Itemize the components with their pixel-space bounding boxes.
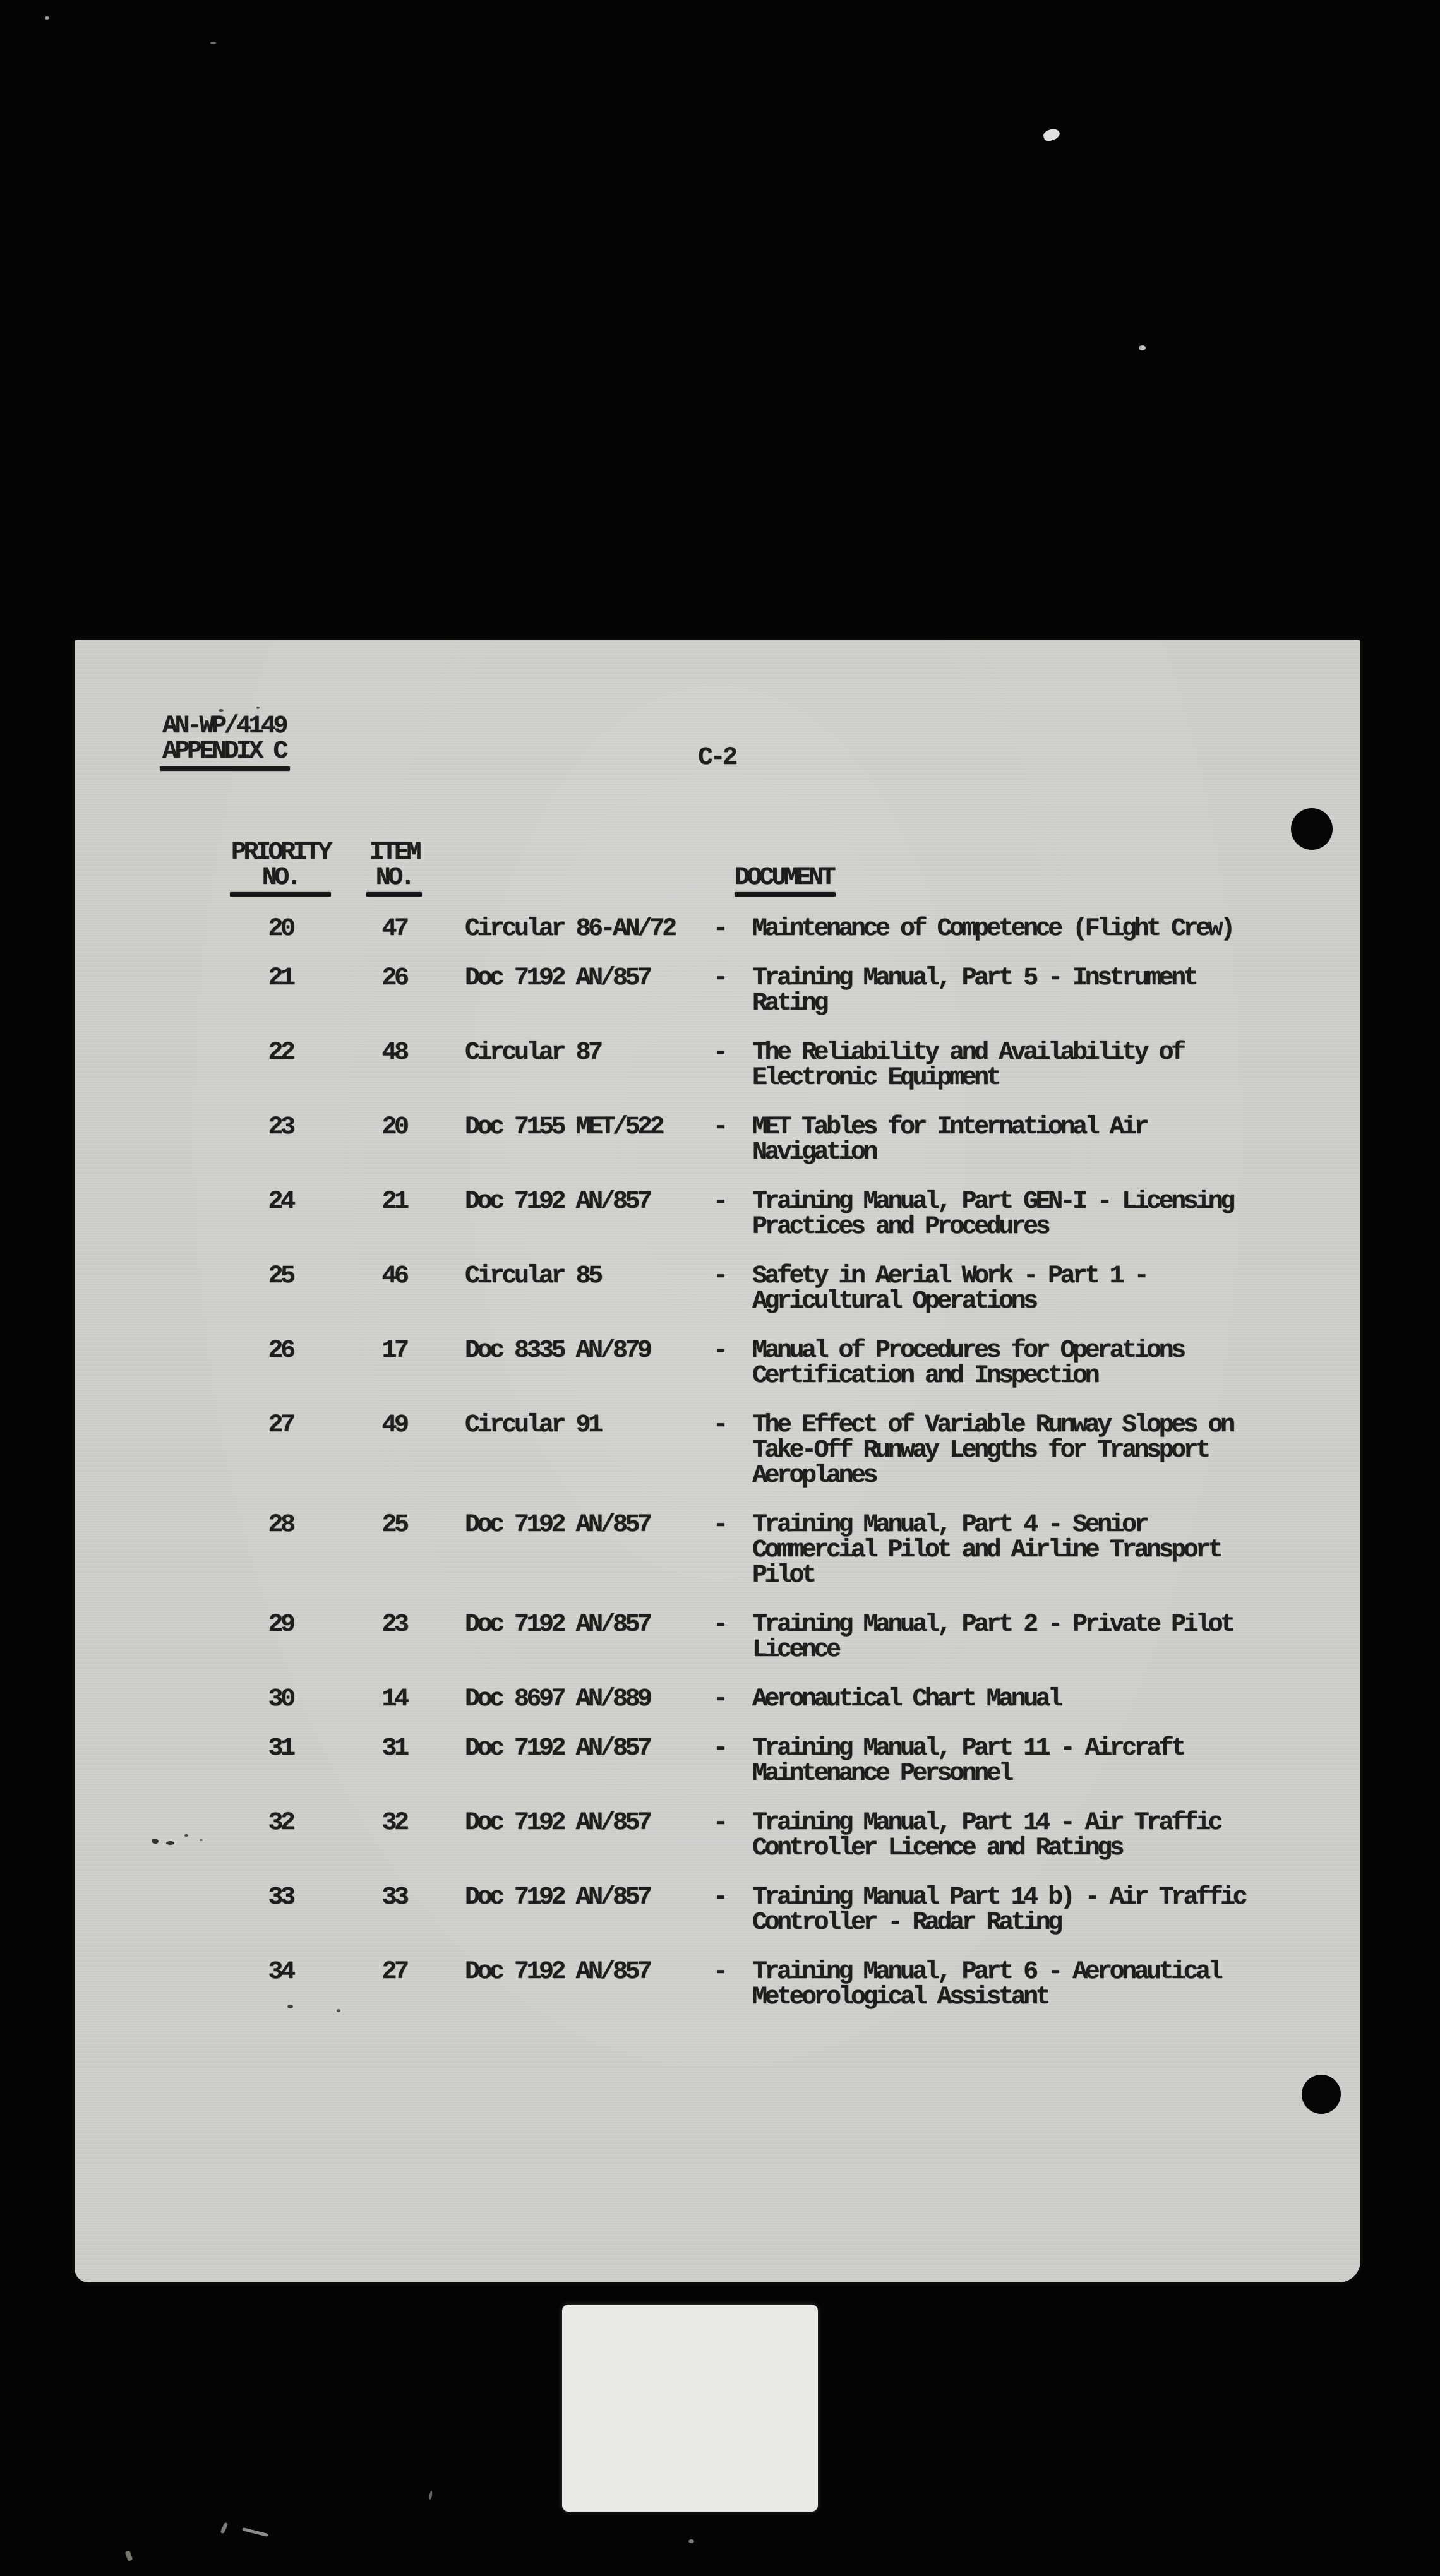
film-scratch bbox=[242, 2527, 268, 2537]
document-title-line: Take-Off Runway Lengths for Transport bbox=[752, 1436, 1208, 1465]
item-no: 48 bbox=[381, 1039, 407, 1067]
document-title-line: Manual of Procedures for Operations bbox=[752, 1337, 1184, 1365]
table-row bbox=[217, 917, 1281, 942]
item-no: 17 bbox=[381, 1337, 407, 1365]
table-row bbox=[217, 1885, 1281, 1936]
film-blank-frame bbox=[562, 2305, 818, 2512]
document-title-line: Maintenance Personnel bbox=[752, 1760, 1011, 1788]
document-reference: Circular 85 bbox=[465, 1262, 601, 1291]
item-no: 47 bbox=[381, 915, 407, 943]
separator-dash: - bbox=[713, 1883, 726, 1912]
priority-col-underline bbox=[230, 892, 331, 897]
document-reference: Doc 8697 AN/889 bbox=[465, 1685, 650, 1714]
document-reference: Doc 7155 MET/522 bbox=[465, 1113, 663, 1142]
document-title-line: Controller Licence and Ratings bbox=[752, 1834, 1122, 1863]
document-title-line: Navigation bbox=[752, 1138, 876, 1167]
document-title bbox=[752, 1736, 1281, 1787]
item-no: 49 bbox=[381, 1411, 407, 1440]
separator-dash: - bbox=[713, 915, 726, 943]
separator-dash: - bbox=[713, 1809, 726, 1837]
document-reference: Circular 91 bbox=[465, 1411, 601, 1440]
film-speck bbox=[429, 2491, 433, 2500]
document-title bbox=[752, 1811, 1281, 1861]
document-title bbox=[752, 1413, 1281, 1489]
film-scratch bbox=[1042, 127, 1061, 142]
priority-no: 27 bbox=[268, 1411, 293, 1440]
item-no: 31 bbox=[381, 1734, 407, 1763]
table-row bbox=[217, 1264, 1281, 1315]
document-title-line: Agricultural Operations bbox=[752, 1287, 1036, 1316]
document-title bbox=[752, 1339, 1281, 1389]
document-title bbox=[752, 1885, 1281, 1936]
appendix-underline bbox=[160, 766, 290, 771]
document-reference: Doc 7192 AN/857 bbox=[465, 1188, 650, 1216]
document-reference: Doc 7192 AN/857 bbox=[465, 1511, 650, 1539]
document-title-line: Controller - Radar Rating bbox=[752, 1909, 1060, 1937]
document-title-line: Training Manual, Part 2 - Private Pilot bbox=[752, 1611, 1233, 1639]
table-row bbox=[217, 966, 1281, 1017]
document-title-line: Commercial Pilot and Airline Transport bbox=[752, 1536, 1221, 1565]
item-no: 20 bbox=[381, 1113, 407, 1142]
separator-dash: - bbox=[713, 1958, 726, 1986]
document-title-line: Training Manual, Part 11 - Aircraft bbox=[752, 1734, 1184, 1763]
document-title bbox=[752, 1115, 1281, 1166]
punch-hole-top bbox=[1291, 808, 1333, 850]
table-row bbox=[217, 1613, 1281, 1663]
document-title-line: Aeronautical Chart Manual bbox=[752, 1685, 1060, 1714]
document-title-line: Practices and Procedures bbox=[752, 1213, 1048, 1241]
document-reference: Doc 7192 AN/857 bbox=[465, 1611, 650, 1639]
separator-dash: - bbox=[713, 1337, 726, 1365]
priority-no: 32 bbox=[268, 1809, 293, 1837]
item-col-underline bbox=[366, 892, 422, 897]
priority-no: 24 bbox=[268, 1188, 293, 1216]
document-title-line: Licence bbox=[752, 1636, 839, 1664]
separator-dash: - bbox=[713, 1734, 726, 1763]
document-title-line: Rating bbox=[752, 989, 827, 1018]
priority-no: 21 bbox=[268, 964, 293, 993]
document-reference: Circular 86-AN/72 bbox=[465, 915, 675, 943]
item-no: 23 bbox=[381, 1611, 407, 1639]
document-reference: Doc 7192 AN/857 bbox=[465, 1958, 650, 1986]
document-title-line: Meteorological Assistant bbox=[752, 1983, 1048, 2012]
document-header bbox=[162, 714, 290, 771]
priority-no: 33 bbox=[268, 1883, 293, 1912]
ink-speck bbox=[151, 1838, 159, 1844]
document-title bbox=[752, 1613, 1281, 1663]
table-row bbox=[217, 1041, 1281, 1091]
separator-dash: - bbox=[713, 1262, 726, 1291]
document-title bbox=[752, 966, 1281, 1017]
priority-no: 34 bbox=[268, 1958, 293, 1986]
item-no: 46 bbox=[381, 1262, 407, 1291]
document-reference: Doc 7192 AN/857 bbox=[465, 1734, 650, 1763]
table-row bbox=[217, 1811, 1281, 1861]
priority-no: 25 bbox=[268, 1262, 293, 1291]
table-rows bbox=[217, 917, 1281, 2010]
document-reference: Doc 7192 AN/857 bbox=[465, 1809, 650, 1837]
table-row bbox=[217, 1736, 1281, 1787]
item-col-header-line2: NO. bbox=[375, 864, 413, 892]
item-no: 27 bbox=[381, 1958, 407, 1986]
table-row bbox=[217, 1687, 1281, 1712]
separator-dash: - bbox=[713, 1039, 726, 1067]
document-title-line: Electronic Equipment bbox=[752, 1064, 999, 1092]
document-title-line: Certification and Inspection bbox=[752, 1362, 1098, 1390]
priority-no: 23 bbox=[268, 1113, 293, 1142]
document-title-line: Pilot bbox=[752, 1561, 814, 1590]
item-no: 25 bbox=[381, 1511, 407, 1539]
separator-dash: - bbox=[713, 1188, 726, 1216]
priority-no: 31 bbox=[268, 1734, 293, 1763]
item-no: 32 bbox=[381, 1809, 407, 1837]
item-no: 21 bbox=[381, 1188, 407, 1216]
item-no: 33 bbox=[381, 1883, 407, 1912]
priority-no: 29 bbox=[268, 1611, 293, 1639]
ink-speck bbox=[337, 2009, 340, 2012]
document-title-line: The Reliability and Availability of bbox=[752, 1039, 1184, 1067]
document-reference: Circular 87 bbox=[465, 1039, 601, 1067]
document-title-line: Training Manual, Part 5 - Instrument bbox=[752, 964, 1196, 993]
priority-col-header-line1: PRIORITY bbox=[231, 838, 330, 867]
priority-col-header-line2: NO. bbox=[261, 864, 299, 892]
priority-no: 30 bbox=[268, 1685, 293, 1714]
document-title bbox=[752, 1041, 1281, 1091]
separator-dash: - bbox=[713, 1611, 726, 1639]
film-speck bbox=[45, 16, 49, 20]
separator-dash: - bbox=[713, 1511, 726, 1539]
table-row bbox=[217, 1339, 1281, 1389]
separator-dash: - bbox=[713, 1113, 726, 1142]
appendix-label: APPENDIX C bbox=[162, 737, 286, 766]
document-col-underline bbox=[735, 892, 836, 897]
ink-speck bbox=[200, 1839, 203, 1841]
table-row bbox=[217, 1513, 1281, 1589]
priority-no: 26 bbox=[268, 1337, 293, 1365]
document-title-line: Training Manual, Part 4 - Senior bbox=[752, 1511, 1147, 1539]
document-title bbox=[752, 1190, 1281, 1240]
document-title-line: Training Manual Part 14 b) - Air Traffic bbox=[752, 1883, 1245, 1912]
priority-no: 28 bbox=[268, 1511, 293, 1539]
ink-speck bbox=[184, 1834, 188, 1837]
ink-speck bbox=[166, 1841, 174, 1845]
document-title bbox=[752, 917, 1281, 942]
header-underlines bbox=[217, 892, 1281, 898]
punch-hole-bottom bbox=[1302, 2075, 1341, 2114]
table-header bbox=[217, 840, 1281, 898]
priority-no: 22 bbox=[268, 1039, 293, 1067]
item-col-header-line1: ITEM bbox=[369, 838, 419, 867]
document-title bbox=[752, 1513, 1281, 1589]
working-paper-ref: AN-WP/4149 bbox=[162, 712, 286, 741]
table-row bbox=[217, 1115, 1281, 1166]
document-title bbox=[752, 1960, 1281, 2010]
document-title bbox=[752, 1687, 1281, 1712]
priority-no: 20 bbox=[268, 915, 293, 943]
ink-speck bbox=[256, 707, 260, 709]
film-speck bbox=[1139, 345, 1146, 350]
document-title-line: Training Manual, Part 6 - Aeronautical bbox=[752, 1958, 1221, 1986]
document-title-line: Training Manual, Part 14 - Air Traffic bbox=[752, 1809, 1221, 1837]
film-scratch bbox=[220, 2522, 228, 2534]
table-row bbox=[217, 1960, 1281, 2010]
priority-document-table bbox=[217, 840, 1281, 2034]
film-scratch bbox=[125, 2550, 133, 2561]
document-title-line: MET Tables for International Air bbox=[752, 1113, 1147, 1142]
document-title-line: Training Manual, Part GEN-I - Licensing bbox=[752, 1188, 1233, 1216]
document-title-line: The Effect of Variable Runway Slopes on bbox=[752, 1411, 1233, 1440]
separator-dash: - bbox=[713, 1411, 726, 1440]
document-reference: Doc 7192 AN/857 bbox=[465, 964, 650, 993]
document-title-line: Safety in Aerial Work - Part 1 - bbox=[752, 1262, 1147, 1291]
document-title-line: Maintenance of Competence (Flight Crew) bbox=[752, 915, 1233, 943]
document-page bbox=[75, 640, 1360, 2282]
document-title bbox=[752, 1264, 1281, 1315]
document-reference: Doc 7192 AN/857 bbox=[465, 1883, 650, 1912]
separator-dash: - bbox=[713, 1685, 726, 1714]
document-title-line: Aeroplanes bbox=[752, 1462, 876, 1490]
ink-speck bbox=[287, 2005, 293, 2008]
ink-speck bbox=[219, 709, 224, 712]
table-row bbox=[217, 1190, 1281, 1240]
separator-dash: - bbox=[713, 964, 726, 993]
item-no: 14 bbox=[381, 1685, 407, 1714]
document-col-header: DOCUMENT bbox=[735, 864, 834, 892]
item-no: 26 bbox=[381, 964, 407, 993]
film-speck bbox=[688, 2539, 694, 2543]
document-reference: Doc 8335 AN/879 bbox=[465, 1337, 650, 1365]
page-number: C-2 bbox=[698, 744, 735, 772]
film-speck bbox=[210, 42, 216, 44]
table-row bbox=[217, 1413, 1281, 1489]
